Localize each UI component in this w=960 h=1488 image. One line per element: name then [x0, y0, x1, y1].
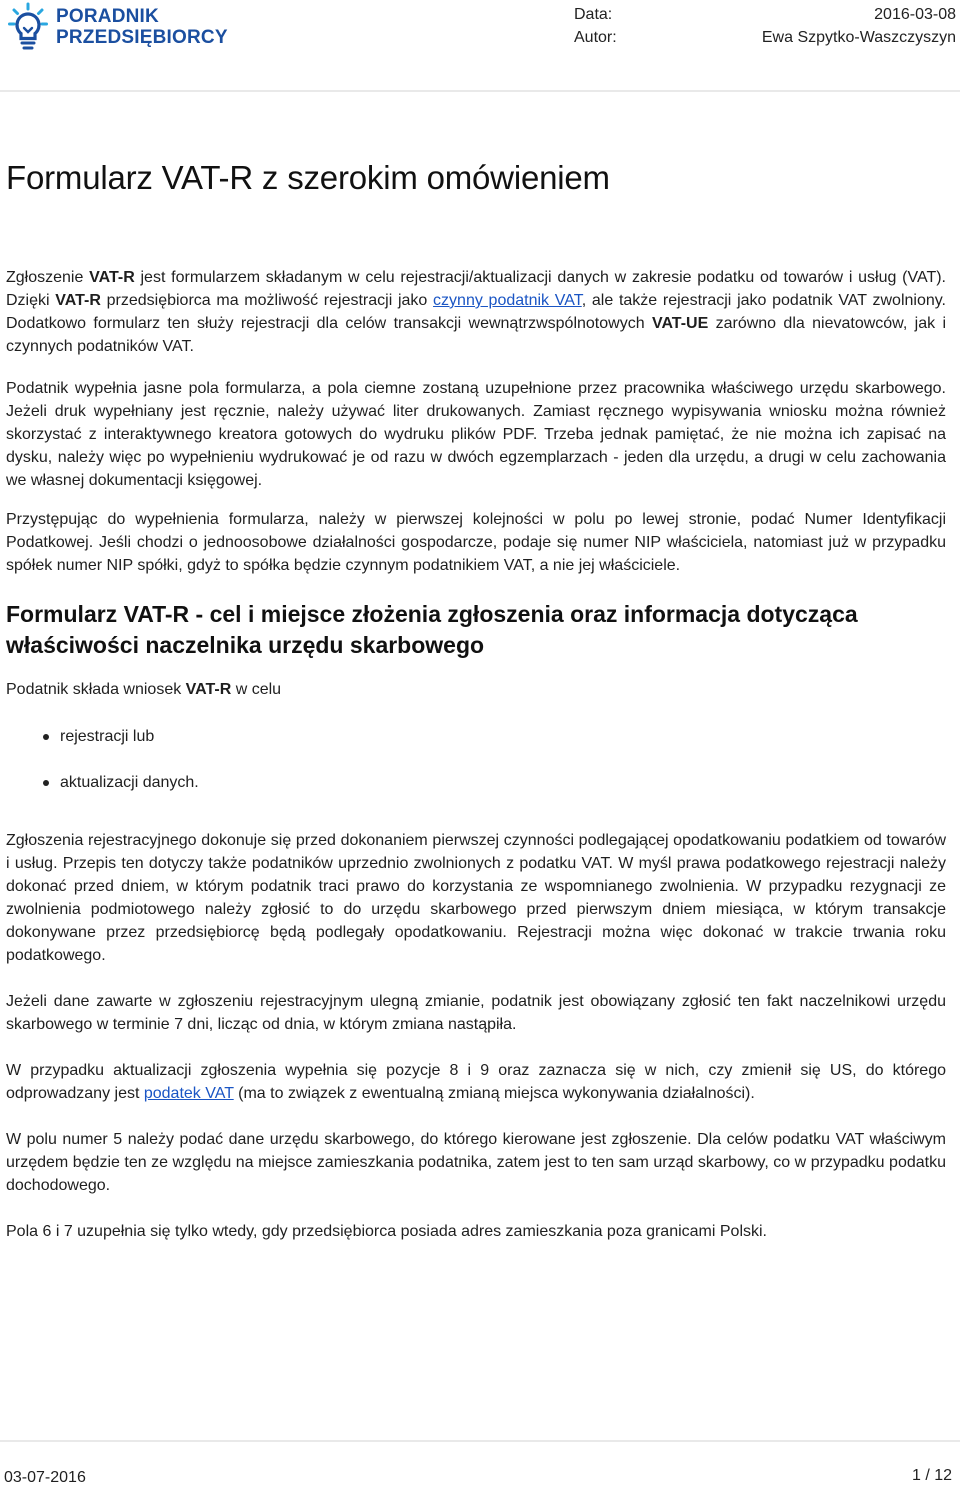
meta-date-row [574, 3, 956, 26]
vatr-bold: VAT-R [185, 681, 232, 698]
vatr-text-1: Podatnik składa wniosek [6, 681, 186, 698]
intro-text-5: zarówno dla nievatowców, jak i czynnych podatników VAT. [6, 315, 946, 355]
paragraph-registration-timing: Zgłoszenia rejestracyjnego dokonuje się przed dokonaniem pierwszej czynności podlegającej opodatkowaniu podatkiem od towarów i usług. Przepis ten dotyczy także podatników uprzednio zwolnionych z podatku VAT. W myśl prawa podatkowego rejestracji należy dokonać przed dniem, w którym podatnik traci prawo do korzystania ze wspomnianego zwolnienia. W przypadku rezygnacji ze zwolnienia podmiotowego należy zgłosić to do urzędu skarbowego przed pierwszym dniem miesiąca, w którym transakcje dokonywane przez przedsiębiorcę będą podlegały opodatkowaniu. Rejestracji można więc dokonać w trakcie trwania roku podatkowego. [6, 832, 946, 964]
logo-line-2: PRZEDSIĘBIORCY [56, 27, 228, 48]
list-item-text: rejestracji lub [60, 728, 155, 745]
intro-bold-vatr-2: VAT-R [55, 292, 101, 309]
paragraph-fields-6-7: Pola 6 i 7 uzupełnia się tylko wtedy, gdy przedsiębiorca posiada adres zamieszkania poza granicami Polski. [6, 1223, 767, 1240]
logo-line-1: PORADNIK [56, 6, 159, 27]
paragraph-data-change: Jeżeli dane zawarte w zgłoszeniu rejestracyjnym ulegną zmianie, podatnik jest obowiązany zgłosić ten fakt naczelnikowi urzędu skarbowego w terminie 7 dni, licząc od dnia, w którym zmiana nastąpiła. [6, 993, 946, 1033]
paragraph-filling-instructions: Podatnik wypełnia jasne pola formularza, a pola ciemne zostaną uzupełnione przez pracownika właściwego urzędu skarbowego. Jeżeli druk wypełniany jest ręcznie, należy używać liter drukowanych. Zamiast ręcznego wypisywania wniosku można również skorzystać z interaktywnego kreatora gotowych do wydruku plików PDF. Trzeba jednak pamiętać, że nie można ich zapisać na dysku, należy więc po wypełnieniu wydrukować je od razu w dwóch egzemplarzach - jeden dla urzędu, a drugi w celu zachowania we własnej dokumentacji księgowej. [6, 380, 946, 489]
bullet-icon [43, 780, 49, 786]
meta-author-row [574, 26, 956, 49]
paragraph-vatr-purpose [6, 678, 946, 701]
link-podatek-vat[interactable]: podatek VAT [143, 1085, 234, 1102]
list-item-text: aktualizacji danych. [60, 774, 199, 791]
intro-bold-vatr-1: VAT-R [89, 269, 135, 286]
footer-date: 03-07-2016 [4, 1469, 86, 1486]
intro-text-1: Zgłoszenie [6, 269, 90, 286]
page-header [0, 0, 960, 92]
list-item [6, 771, 946, 794]
article-body [6, 158, 946, 1243]
logo-wordmark [56, 6, 228, 48]
purpose-list [6, 725, 946, 794]
paragraph-nip: Przystępując do wypełnienia formularza, należy w pierwszej kolejności w polu po lewej stronie, podać Numer Identyfikacji Podatkowej. Jeśli chodzi o jednoosobowe działalności gospodarcze, podaje się numer NIP właściciela, natomiast już w przypadku spółek numer NIP spółki, gdyż to spółka będzie czynnym podatnikiem VAT, a nie jej właściciele. [6, 511, 946, 574]
page-title: Formularz VAT-R z szerokim omówieniem [6, 159, 610, 196]
date-label: Data: [574, 6, 613, 23]
bullet-icon [43, 734, 49, 740]
paragraph-field-5: W polu numer 5 należy podać dane urzędu skarbowego, do którego kierowane jest zgłoszenie. Dla celów podatku VAT właściwym urzędem będzie ten ze względu na miejsce zamieszkania podatnika, zatem jest to ten sam urząd skarbowy, co w przypadku podatku dochodowego. [6, 1131, 946, 1194]
intro-bold-vatue: VAT-UE [651, 315, 709, 332]
update-text-2: (ma to związek z ewentualną zmianą miejsca wykonywania działalności). [233, 1085, 755, 1102]
page-number: 1 / 12 [911, 1467, 952, 1484]
logo[interactable] [8, 2, 228, 52]
update-text-1: W przypadku aktualizacji zgłoszenia wypełnia się pozycje 8 i 9 oraz zaznacza się w nich, czy zmienił się US, do którego odprowadzany jest [6, 1062, 946, 1102]
intro-text-3: przedsiębiorca ma możliwość rejestracji jako [100, 292, 434, 309]
intro-text-2: jest formularzem składanym w celu rejestracji/aktualizacji danych w zakresie podatku od towarów i usług (VAT). Dzięki [6, 269, 946, 309]
paragraph-update [6, 1059, 946, 1105]
header-divider [0, 90, 960, 92]
footer-divider [0, 1440, 960, 1442]
intro-paragraph [6, 266, 946, 358]
section-heading: Formularz VAT-R - cel i miejsce złożenia zgłoszenia oraz informacja dotycząca właściwości naczelnika urzędu skarbowego [6, 601, 858, 658]
link-czynny-podatnik-vat[interactable]: czynny podatnik VAT [433, 292, 582, 309]
author-label: Autor: [574, 29, 617, 46]
author-value: Ewa Szpytko-Waszczyszyn [761, 29, 956, 46]
vatr-text-2: w celu [231, 681, 282, 698]
lightbulb-logo-icon [8, 2, 48, 52]
list-item [6, 725, 946, 748]
date-value: 2016-03-08 [874, 6, 956, 23]
article-meta [574, 3, 956, 49]
intro-text-4: , ale także rejestracji jako podatnik VAT zwolniony. Dodatkowo formularz ten służy rejestracji dla celów transakcji wewnątrzwspólnotowych [6, 292, 947, 332]
